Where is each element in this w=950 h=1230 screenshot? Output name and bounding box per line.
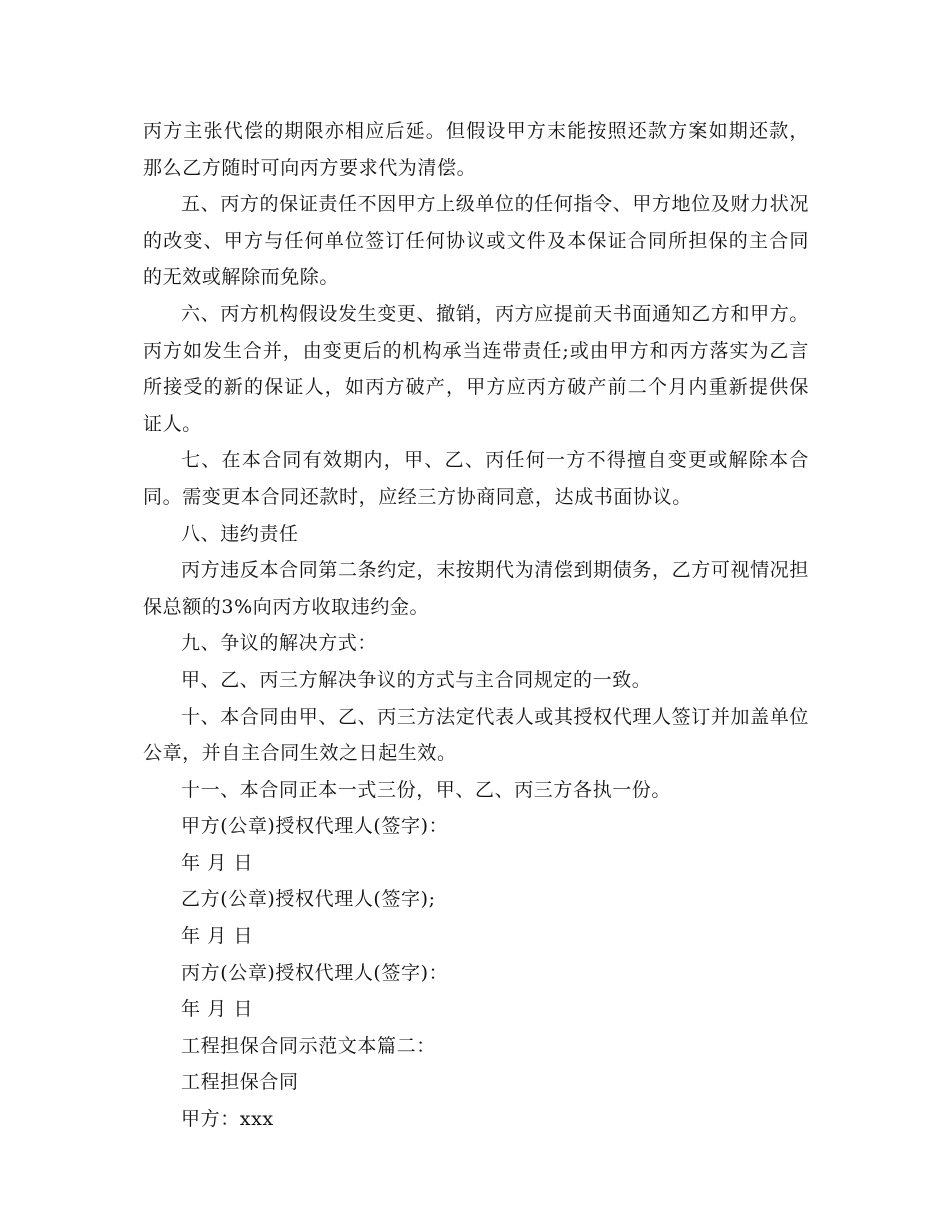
clause-9-heading: 九、争议的解决方式：	[181, 632, 378, 655]
clause-11: 十一、本合同正本一式三份，甲、乙、丙三方各执一份。	[181, 778, 672, 801]
party-b-date-line: 年 月 日	[181, 925, 254, 948]
clause-6: 六、丙方机构假设发生变更、撤销，丙方应提前天书面通知乙方和甲方。丙方如发生合并，由变更后的机构承当连带责任;或由甲方和丙方落实为乙言所接受的新的保证人，如丙方破产，甲方应丙方破产前二个月内重新提供保证人。	[143, 302, 809, 435]
party-a-date-line: 年 月 日	[181, 851, 254, 874]
clause-8-body: 丙方违反本合同第二条约定，末按期代为清偿到期债务，乙方可视情况担保总额的3%向丙方收取违约金。	[143, 559, 809, 618]
contract-title: 工程担保合同	[181, 1071, 299, 1094]
clause-7: 七、在本合同有效期内，甲、乙、丙任何一方不得擅自变更或解除本合同。需变更本合同还款时，应经三方协商同意，达成书面协议。	[143, 449, 809, 508]
clause-8-heading: 八、违约责任	[181, 522, 299, 545]
paragraph-continuation: 丙方主张代偿的期限亦相应后延。但假设甲方末能按照还款方案如期还款，那么乙方随时可向丙方要求代为清偿。	[143, 120, 809, 179]
section-two-heading: 工程担保合同示范文本篇二：	[181, 1034, 436, 1057]
party-b-signature-line: 乙方(公章)授权代理人(签字);	[181, 888, 436, 911]
clause-9-body: 甲、乙、丙三方解决争议的方式与主合同规定的一致。	[181, 668, 652, 691]
clause-10: 十、本合同由甲、乙、丙三方法定代表人或其授权代理人签订并加盖单位公章，并自主合同生效之日起生效。	[143, 705, 809, 765]
party-c-signature-line: 丙方(公章)授权代理人(签字)：	[181, 961, 449, 984]
document-body	[143, 113, 809, 1138]
party-a-signature-line: 甲方(公章)授权代理人(签字)：	[181, 815, 449, 838]
party-c-date-line: 年 月 日	[181, 998, 254, 1021]
party-a-name-line: 甲方：xxx	[181, 1108, 274, 1131]
clause-5: 五、丙方的保证责任不因甲方上级单位的任何指令、甲方地位及财力状况的改变、甲方与任何单位签订任何协议或文件及本保证合同所担保的主合同的无效或解除而免除。	[143, 193, 809, 289]
